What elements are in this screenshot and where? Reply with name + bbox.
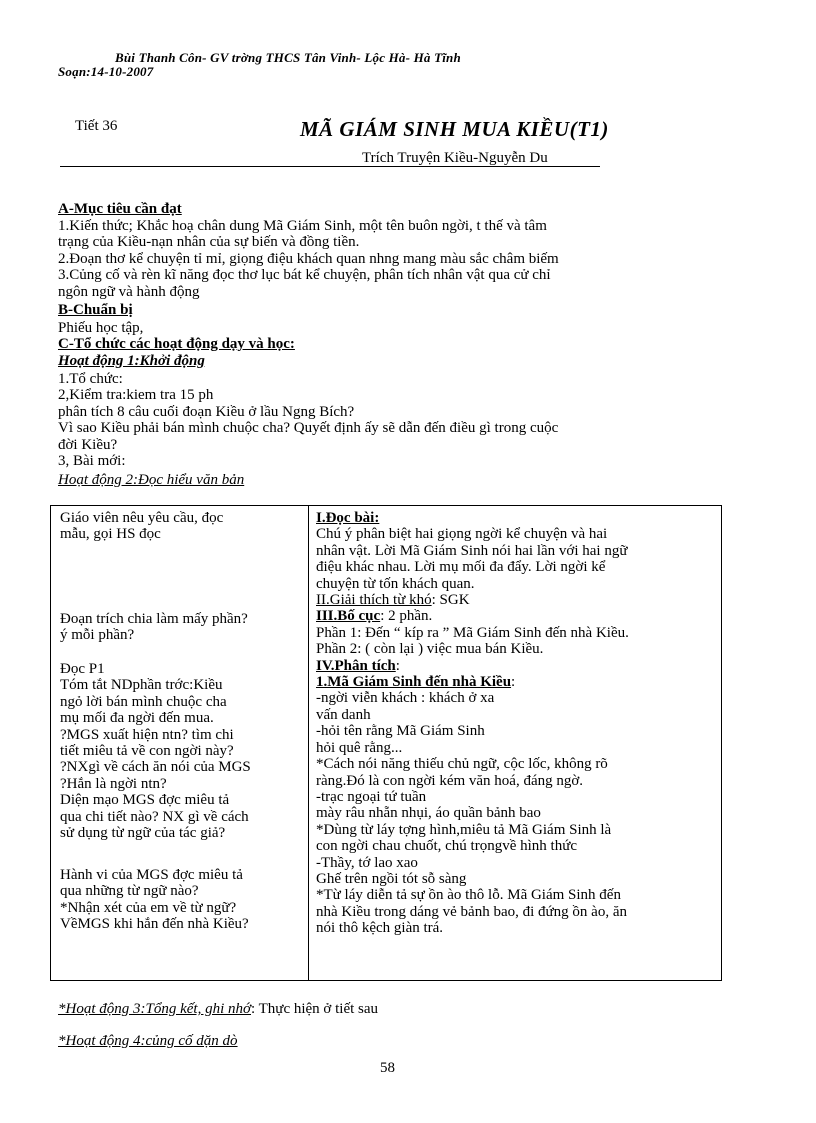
table-left-block-4 [60,867,249,933]
table-right-line: ràng.Đó là con ngời kém văn hoá, đáng ngờ. [316,772,584,789]
section-a-body [58,218,559,300]
table-right-line: nói thô kệch giàn trá. [316,920,444,937]
table-right-line: -Thầy, tớ lao xao [316,854,418,871]
subsection-colon: : [511,674,516,691]
analysis-heading: IV.Phân tích [316,657,396,674]
table-right-line: *Từ láy diễn tả sự ồn ào thô lỗ. Mã Giám Sinh đến [316,887,621,904]
read-heading: I.Đọc bài: [316,510,380,526]
table-right-line: Chú ý phân biệt hai giọng ngời kể chuyện và hai [316,526,608,543]
table-right-line: con ngời chau chuốt, chú trọngvề hình thức [316,838,577,855]
page-number: 58 [380,1060,395,1076]
analysis-colon: : [395,657,400,674]
table-left-line: VềMGS khi hắn đến nhà Kiều? [60,916,249,933]
table-right-line: Phần 2: ( còn lại ) việc mua bán Kiều. [316,641,544,658]
activity1-line: phân tích 8 câu cuối đoạn Kiều ở lầu Ngng Bích? [58,403,355,420]
table-left-line: ?MGS xuất hiện ntn? tìm chi [60,726,234,743]
table-left-line: *Nhận xét của em về từ ngữ? [60,899,237,916]
activity1-line: 1.Tổ chức: [58,371,123,387]
activity1-line: đời Kiều? [58,436,118,453]
table-right-line: nhà Kiều trong dáng vẻ bảnh bao, đi đứng ồn ào, ăn [316,903,627,920]
table-right-line: điệu khác nhau. Lời mụ mối đa đẩy. Lời ngời kể [316,559,606,576]
activity3-heading: *Hoạt động 3:Tổng kết, ghi nhớ [58,1001,251,1017]
table-right-line: *Cách nói năng thiếu chủ ngữ, cộc lốc, không rõ [316,756,608,773]
activity3-text: : Thực hiện ở tiết sau [251,1001,379,1017]
table-right-line: hỏi quê rằng... [316,739,403,756]
structure-heading: III.Bố cục [316,608,381,625]
table-left-line: ý mỗi phần? [60,627,135,644]
section-b-heading: B-Chuẩn bị [58,302,133,318]
table-left-line: ngỏ lời bán mình chuộc cha [60,693,227,710]
glossary-text: : SGK [431,592,470,609]
section-a-line: 3.Củng cố và rèn kĩ năng đọc thơ lục bát kể chuyện, phân tích nhân vật qua cử chỉ [58,267,551,284]
table-right-line: mày râu nhẵn nhụi, áo quần bảnh bao [316,805,541,822]
section-a-line: 1.Kiến thức; Khắc hoạ chân dung Mã Giám Sinh, một tên buôn ngời, t thế và tâm [58,218,547,234]
section-a-line: trạng của Kiều-nạn nhân của sự biến và đồng tiền. [58,234,360,251]
table-left-line: qua những từ ngữ nào? [60,883,199,900]
activity1-line: 3, Bài mới: [58,453,126,470]
table-right-line: -hỏi tên rằng Mã Giám Sinh [316,723,485,740]
activity1-line: 2,Kiểm tra:kiem tra 15 ph [58,387,214,404]
activity1-heading: Hoạt động 1:Khởi động [58,353,205,369]
table-right-line: Ghế trên ngồi tót sỗ sàng [316,870,467,887]
table-left-line: Diện mạo MGS đợc miêu tả [60,792,230,809]
table-left-line: ?NXgì về cách ăn nói của MGS [60,759,251,776]
table-right-line: -ngời viễn khách : khách ở xa [316,690,495,707]
activity3 [58,1001,378,1018]
lesson-source: Trích Truyện Kiều-Nguyễn Du [362,150,548,166]
section-c-heading: C-Tổ chức các hoạt động dạy và học: [58,336,295,352]
table-right-line: -trạc ngoại tứ tuần [316,788,427,805]
activity2-heading: Hoạt động 2:Đọc hiểu văn bản [58,472,245,488]
table-left-line: Tóm tắt NDphần trớc:Kiều [60,677,223,694]
author-line: Bùi Thanh Côn- GV trờng THCS Tân Vinh- Lộc Hà- Hà Tĩnh [115,50,461,65]
date-line: Soạn:14-10-2007 [58,64,154,79]
table-left-line: Giáo viên nêu yêu cầu, đọc [60,510,224,526]
table-left-block-3 [60,661,251,841]
table-left-line: mẫu, gọi HS đọc [60,526,161,543]
table-left-line: Đoạn trích chia làm mấy phần? [60,611,248,627]
table-left-line: ?Hắn là ngời ntn? [60,775,167,792]
table-left-block-2 [60,611,248,644]
activity4-heading: *Hoạt động 4:củng cố dặn dò [58,1033,238,1049]
table-column-divider [308,506,309,980]
table-left-line: Đọc P1 [60,661,105,677]
table-right-line: Phần 1: Đến “ kíp ra ” Mã Giám Sinh đến nhà Kiều. [316,624,629,641]
section-a-heading: A-Mục tiêu cần đạt [58,201,182,217]
lesson-number: Tiết 36 [75,118,118,134]
section-a-line: ngôn ngữ và hành động [58,283,200,300]
table-left-line: Hành vi của MGS đợc miêu tả [60,867,243,883]
table-right-line: chuyện từ tốn khách quan. [316,575,475,592]
structure-text: : 2 phần. [380,608,433,625]
lesson-title: MÃ GIÁM SINH MUA KIỀU(T1) [300,117,609,141]
table-right-line: *Dùng từ láy tợng hình,miêu tả Mã Giám Sinh là [316,821,612,838]
table-left-line: sử dụng từ ngữ của tác giả? [60,825,226,842]
subsection-heading: 1.Mã Giám Sinh đến nhà Kiều [316,674,512,691]
section-b-line: Phiếu học tập, [58,320,144,336]
table-left-line: qua chi tiết nào? NX gì về cách [60,808,249,825]
table-right-line: vấn danh [316,706,371,723]
table-left-line: tiết miêu tả về con ngời này? [60,743,234,760]
section-a-line: 2.Đoạn thơ kể chuyện tỉ mỉ, giọng điệu khách quan nhng mang màu sắc châm biếm [58,250,559,267]
activity1-line: Vì sao Kiều phải bán mình chuộc cha? Quyết định ấy sẽ dẫn đến điều gì trong cuộc [58,420,559,437]
table-right-line: nhân vật. Lời Mã Giám Sinh nói hai lần với hai ngữ [316,542,628,559]
table-left-block-1 [60,510,223,543]
lesson-table [50,505,722,981]
activity1-body [58,371,558,469]
table-left-line: mụ mối đa ngời đến mua. [60,710,214,727]
table-right-column [316,510,629,937]
glossary-heading: II.Giải thích từ khó [316,592,432,609]
